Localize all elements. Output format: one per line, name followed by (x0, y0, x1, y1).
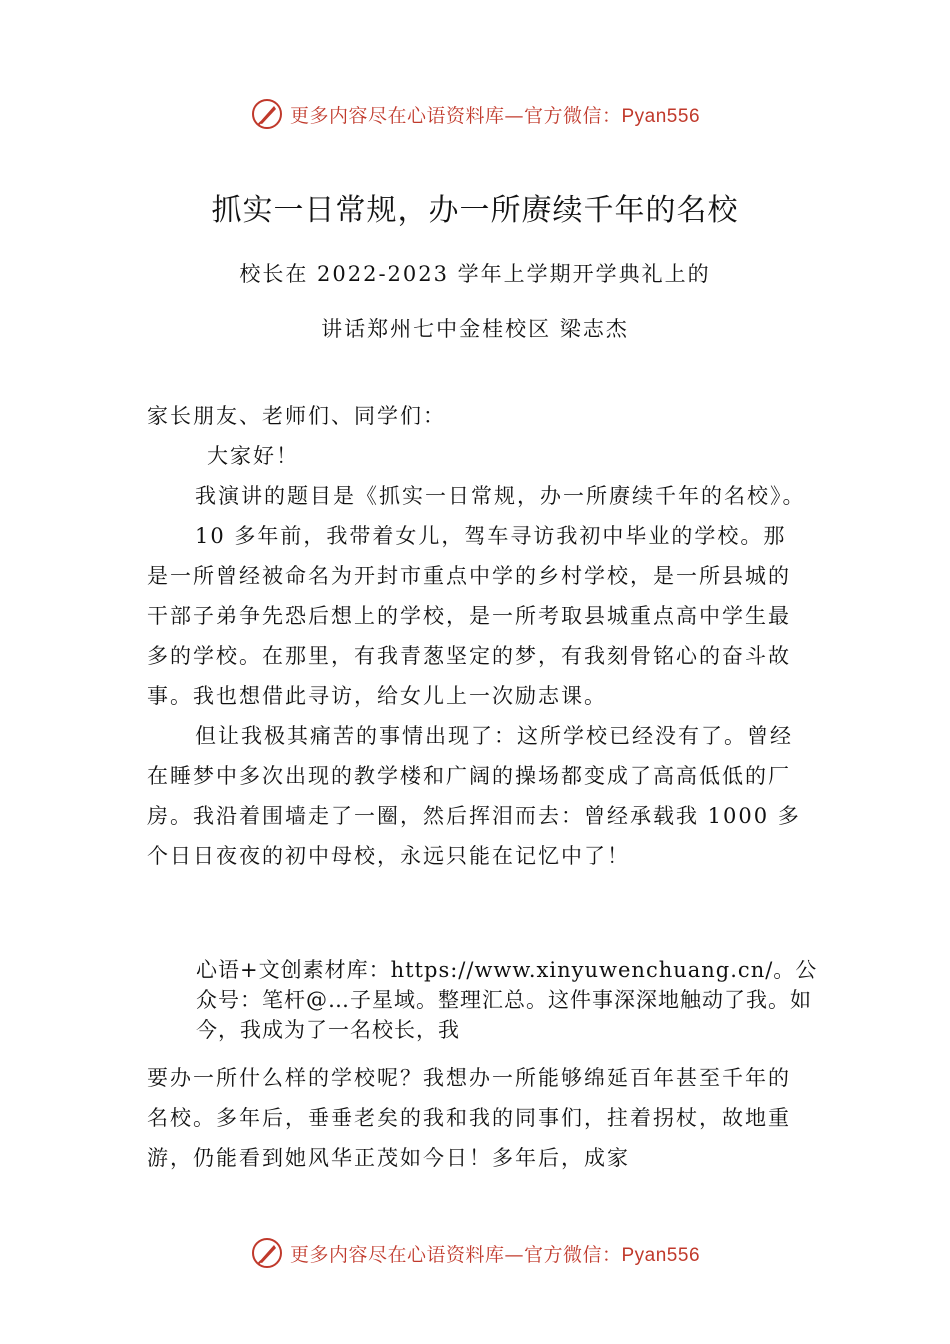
continuation-text (147, 1058, 807, 1178)
paragraph: 要办一所什么样的学校呢？我想办一所能够绵延百年甚至千年的名校。多年后，垂垂老矣的我和我的同事们，拄着拐杖，故地重游，仍能看到她风华正茂如今日！多年后，成家 (147, 1066, 791, 1170)
document-title: 抓实一日常规，办一所赓续千年的名校 (211, 193, 739, 228)
footer-banner (0, 1233, 950, 1273)
header-banner-text (290, 101, 700, 128)
footer-banner-label: 更多内容尽在心语资料库—官方微信： (289, 1243, 622, 1266)
footer-banner-text (290, 1240, 700, 1267)
paragraph: 但让我极其痛苦的事情出现了：这所学校已经没有了。曾经在睡梦中多次出现的教学楼和广阔的操场都变成了高高低低的厂房。我沿着围墙走了一圈，然后挥泪而去：曾经承载我 1000 多个日日夜夜的初中母校，永远只能在记忆中了！ (147, 724, 801, 868)
greeting: 大家好！ (207, 444, 299, 468)
inserted-source-note: 心语+文创素材库：https://www.xinyuwenchuang.cn/。公众号：笔杆@…子星域。整理汇总。这件事深深地触动了我。如今，我成为了一名校长，我 (196, 958, 818, 1042)
header-banner-wechat: Pyan556 (621, 105, 701, 127)
footer-banner-wechat: Pyan556 (621, 1244, 701, 1266)
quill-logo-icon (250, 97, 284, 131)
subtitle-line-1: 校长在 2022-2023 学年上学期开学典礼上的 (239, 262, 711, 286)
body-paragraphs (147, 476, 807, 876)
salutation: 家长朋友、老师们、同学们： (147, 404, 446, 428)
header-banner-label: 更多内容尽在心语资料库—官方微信： (289, 104, 622, 127)
paragraph: 我演讲的题目是《抓实一日常规，办一所赓续千年的名校》。 (195, 484, 806, 508)
header-banner (0, 94, 950, 134)
quill-logo-icon (250, 1236, 284, 1270)
paragraph: 10 多年前，我带着女儿，驾车寻访我初中毕业的学校。那是一所曾经被命名为开封市重点中学的乡村学校，是一所县城的干部子弟争先恐后想上的学校，是一所考取县城重点高中学生最多的学校。在那里，有我青葱坚定的梦，有我刻骨铭心的奋斗故事。我也想借此寻访，给女儿上一次励志课。 (147, 524, 791, 708)
subtitle-line-2: 讲话郑州七中金桂校区 梁志杰 (321, 317, 629, 341)
